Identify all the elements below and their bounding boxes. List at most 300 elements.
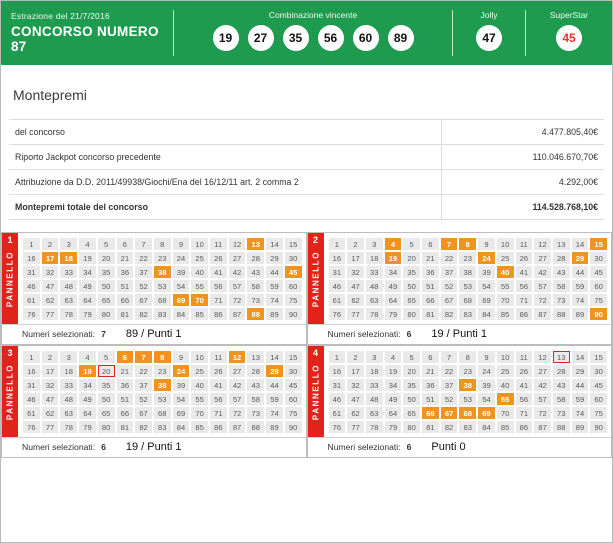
- grid-number[interactable]: 9: [173, 238, 190, 250]
- grid-number[interactable]: 75: [285, 294, 302, 306]
- grid-number[interactable]: 75: [285, 407, 302, 419]
- grid-number[interactable]: 29: [572, 365, 589, 377]
- grid-number[interactable]: 48: [366, 393, 383, 405]
- grid-number[interactable]: 40: [497, 379, 514, 391]
- grid-number[interactable]: 15: [590, 351, 607, 363]
- grid-number[interactable]: 35: [98, 266, 115, 278]
- grid-number[interactable]: 82: [441, 308, 458, 320]
- grid-number[interactable]: 72: [534, 294, 551, 306]
- grid-number[interactable]: 53: [154, 393, 171, 405]
- grid-number[interactable]: 75: [590, 294, 607, 306]
- grid-number[interactable]: 2: [347, 351, 364, 363]
- grid-number[interactable]: 23: [154, 252, 171, 264]
- grid-number[interactable]: 80: [403, 421, 420, 433]
- grid-number[interactable]: 51: [117, 393, 134, 405]
- grid-number[interactable]: 45: [590, 266, 607, 278]
- grid-number[interactable]: 85: [191, 308, 208, 320]
- grid-number[interactable]: 45: [285, 379, 302, 391]
- grid-number[interactable]: 26: [516, 252, 533, 264]
- grid-number[interactable]: 74: [266, 407, 283, 419]
- grid-number[interactable]: 41: [516, 266, 533, 278]
- grid-number[interactable]: 61: [329, 407, 346, 419]
- grid-number[interactable]: 50: [98, 393, 115, 405]
- grid-number[interactable]: 61: [23, 407, 40, 419]
- grid-number[interactable]: 14: [266, 351, 283, 363]
- grid-number[interactable]: 80: [403, 308, 420, 320]
- grid-number[interactable]: 48: [60, 280, 77, 292]
- grid-number[interactable]: 43: [553, 379, 570, 391]
- grid-number[interactable]: 57: [229, 280, 246, 292]
- grid-number[interactable]: 54: [173, 280, 190, 292]
- grid-number[interactable]: 16: [23, 365, 40, 377]
- grid-number[interactable]: 58: [553, 393, 570, 405]
- grid-number[interactable]: 39: [478, 266, 495, 278]
- grid-number[interactable]: 49: [385, 393, 402, 405]
- grid-number[interactable]: 83: [154, 308, 171, 320]
- grid-number[interactable]: 66: [422, 294, 439, 306]
- grid-number[interactable]: 18: [366, 252, 383, 264]
- grid-number[interactable]: 56: [210, 280, 227, 292]
- grid-number-selected[interactable]: 24: [478, 252, 495, 264]
- grid-number[interactable]: 20: [98, 252, 115, 264]
- grid-number[interactable]: 85: [497, 308, 514, 320]
- grid-number[interactable]: 46: [329, 393, 346, 405]
- grid-number[interactable]: 5: [98, 351, 115, 363]
- grid-number[interactable]: 49: [79, 280, 96, 292]
- grid-number[interactable]: 84: [478, 308, 495, 320]
- grid-number[interactable]: 67: [135, 294, 152, 306]
- grid-number[interactable]: 63: [60, 407, 77, 419]
- grid-number[interactable]: 48: [60, 393, 77, 405]
- grid-number[interactable]: 9: [173, 351, 190, 363]
- grid-number[interactable]: 78: [366, 421, 383, 433]
- grid-number[interactable]: 3: [60, 351, 77, 363]
- grid-number[interactable]: 59: [572, 393, 589, 405]
- grid-number-highlighted[interactable]: 13: [553, 351, 570, 363]
- grid-number[interactable]: 24: [173, 252, 190, 264]
- grid-number[interactable]: 8: [459, 351, 476, 363]
- grid-number[interactable]: 29: [266, 252, 283, 264]
- grid-number[interactable]: 22: [135, 365, 152, 377]
- grid-number[interactable]: 65: [403, 407, 420, 419]
- grid-number[interactable]: 21: [422, 252, 439, 264]
- grid-number[interactable]: 62: [347, 407, 364, 419]
- grid-number[interactable]: 53: [459, 393, 476, 405]
- grid-number[interactable]: 18: [366, 365, 383, 377]
- grid-number[interactable]: 81: [422, 421, 439, 433]
- grid-number[interactable]: 36: [117, 379, 134, 391]
- grid-number[interactable]: 81: [117, 308, 134, 320]
- grid-number[interactable]: 90: [285, 421, 302, 433]
- grid-number[interactable]: 51: [422, 393, 439, 405]
- grid-number-selected[interactable]: 68: [459, 407, 476, 419]
- grid-number[interactable]: 23: [459, 365, 476, 377]
- grid-number[interactable]: 23: [459, 252, 476, 264]
- grid-number-selected[interactable]: 29: [266, 365, 283, 377]
- grid-number[interactable]: 55: [191, 280, 208, 292]
- grid-number[interactable]: 84: [173, 308, 190, 320]
- grid-number[interactable]: 1: [329, 238, 346, 250]
- grid-number[interactable]: 51: [422, 280, 439, 292]
- grid-number[interactable]: 17: [42, 365, 59, 377]
- grid-number[interactable]: 83: [154, 421, 171, 433]
- grid-number[interactable]: 3: [366, 351, 383, 363]
- grid-number[interactable]: 88: [553, 308, 570, 320]
- grid-number[interactable]: 56: [516, 393, 533, 405]
- grid-number[interactable]: 25: [497, 252, 514, 264]
- grid-number[interactable]: 4: [79, 351, 96, 363]
- grid-number[interactable]: 52: [135, 393, 152, 405]
- grid-number[interactable]: 46: [329, 280, 346, 292]
- grid-number[interactable]: 62: [347, 294, 364, 306]
- grid-number[interactable]: 40: [191, 379, 208, 391]
- grid-number[interactable]: 58: [553, 280, 570, 292]
- grid-number[interactable]: 89: [266, 421, 283, 433]
- grid-number[interactable]: 3: [60, 238, 77, 250]
- grid-number[interactable]: 78: [60, 308, 77, 320]
- grid-number[interactable]: 61: [23, 294, 40, 306]
- grid-number[interactable]: 73: [247, 294, 264, 306]
- grid-number[interactable]: 71: [210, 407, 227, 419]
- grid-number[interactable]: 59: [266, 393, 283, 405]
- grid-number[interactable]: 14: [572, 238, 589, 250]
- grid-number[interactable]: 74: [572, 294, 589, 306]
- grid-number[interactable]: 9: [478, 351, 495, 363]
- grid-number-selected[interactable]: 45: [285, 266, 302, 278]
- grid-number[interactable]: 37: [441, 266, 458, 278]
- grid-number[interactable]: 20: [403, 365, 420, 377]
- grid-number[interactable]: 68: [154, 407, 171, 419]
- grid-number[interactable]: 79: [385, 421, 402, 433]
- grid-number[interactable]: 69: [173, 407, 190, 419]
- grid-number[interactable]: 84: [173, 421, 190, 433]
- grid-number[interactable]: 60: [285, 393, 302, 405]
- grid-number-selected[interactable]: 13: [247, 238, 264, 250]
- grid-number[interactable]: 90: [285, 308, 302, 320]
- grid-number[interactable]: 37: [135, 379, 152, 391]
- grid-number[interactable]: 77: [42, 308, 59, 320]
- grid-number[interactable]: 22: [135, 252, 152, 264]
- grid-number-selected[interactable]: 12: [229, 351, 246, 363]
- grid-number[interactable]: 62: [42, 294, 59, 306]
- grid-number[interactable]: 26: [516, 365, 533, 377]
- grid-number[interactable]: 36: [422, 266, 439, 278]
- grid-number[interactable]: 87: [534, 421, 551, 433]
- grid-number-selected[interactable]: 29: [572, 252, 589, 264]
- grid-number[interactable]: 40: [191, 266, 208, 278]
- grid-number[interactable]: 52: [441, 280, 458, 292]
- grid-number[interactable]: 70: [497, 407, 514, 419]
- grid-number[interactable]: 23: [154, 365, 171, 377]
- grid-number[interactable]: 11: [210, 238, 227, 250]
- grid-number[interactable]: 12: [534, 238, 551, 250]
- grid-number[interactable]: 54: [173, 393, 190, 405]
- grid-number[interactable]: 44: [266, 379, 283, 391]
- grid-number[interactable]: 82: [135, 421, 152, 433]
- grid-number[interactable]: 21: [422, 365, 439, 377]
- grid-number[interactable]: 47: [347, 393, 364, 405]
- grid-number[interactable]: 76: [329, 308, 346, 320]
- grid-number[interactable]: 89: [572, 421, 589, 433]
- grid-number-selected[interactable]: 17: [42, 252, 59, 264]
- grid-number[interactable]: 33: [60, 266, 77, 278]
- grid-number[interactable]: 20: [403, 252, 420, 264]
- grid-number[interactable]: 64: [79, 294, 96, 306]
- grid-number-selected[interactable]: 8: [459, 238, 476, 250]
- grid-number[interactable]: 55: [497, 280, 514, 292]
- grid-number[interactable]: 60: [590, 280, 607, 292]
- grid-number[interactable]: 76: [329, 421, 346, 433]
- grid-number[interactable]: 87: [229, 308, 246, 320]
- grid-number-selected[interactable]: 15: [590, 238, 607, 250]
- grid-number[interactable]: 11: [210, 351, 227, 363]
- grid-number[interactable]: 62: [42, 407, 59, 419]
- grid-number[interactable]: 36: [422, 379, 439, 391]
- grid-number[interactable]: 17: [347, 252, 364, 264]
- grid-number[interactable]: 5: [98, 238, 115, 250]
- grid-number[interactable]: 83: [459, 308, 476, 320]
- grid-number[interactable]: 50: [98, 280, 115, 292]
- grid-number[interactable]: 5: [403, 238, 420, 250]
- grid-number[interactable]: 57: [534, 393, 551, 405]
- grid-number[interactable]: 6: [117, 238, 134, 250]
- grid-number-selected[interactable]: 90: [590, 308, 607, 320]
- grid-number[interactable]: 85: [497, 421, 514, 433]
- grid-number[interactable]: 44: [572, 379, 589, 391]
- grid-number[interactable]: 60: [285, 280, 302, 292]
- grid-number[interactable]: 7: [135, 238, 152, 250]
- grid-number[interactable]: 16: [23, 252, 40, 264]
- grid-number[interactable]: 56: [516, 280, 533, 292]
- grid-number[interactable]: 74: [572, 407, 589, 419]
- grid-number[interactable]: 13: [553, 238, 570, 250]
- grid-number[interactable]: 24: [478, 365, 495, 377]
- grid-number[interactable]: 16: [329, 252, 346, 264]
- grid-number[interactable]: 10: [497, 238, 514, 250]
- grid-number[interactable]: 18: [60, 365, 77, 377]
- grid-number[interactable]: 32: [42, 266, 59, 278]
- grid-number[interactable]: 33: [366, 266, 383, 278]
- grid-number[interactable]: 59: [572, 280, 589, 292]
- grid-number[interactable]: 21: [117, 252, 134, 264]
- grid-number[interactable]: 58: [247, 393, 264, 405]
- grid-number[interactable]: 35: [403, 379, 420, 391]
- grid-number-selected[interactable]: 38: [154, 379, 171, 391]
- grid-number[interactable]: 31: [329, 266, 346, 278]
- grid-number[interactable]: 39: [173, 379, 190, 391]
- grid-number[interactable]: 21: [117, 365, 134, 377]
- grid-number[interactable]: 32: [347, 266, 364, 278]
- grid-number[interactable]: 60: [590, 393, 607, 405]
- grid-number[interactable]: 70: [191, 407, 208, 419]
- grid-number[interactable]: 82: [441, 421, 458, 433]
- grid-number[interactable]: 42: [534, 379, 551, 391]
- grid-number[interactable]: 67: [441, 294, 458, 306]
- grid-number-selected[interactable]: 19: [385, 252, 402, 264]
- grid-number[interactable]: 13: [247, 351, 264, 363]
- grid-number[interactable]: 61: [329, 294, 346, 306]
- grid-number[interactable]: 34: [385, 266, 402, 278]
- grid-number[interactable]: 1: [329, 351, 346, 363]
- grid-number[interactable]: 5: [403, 351, 420, 363]
- grid-number[interactable]: 73: [553, 294, 570, 306]
- grid-number[interactable]: 47: [42, 280, 59, 292]
- grid-number[interactable]: 10: [191, 351, 208, 363]
- grid-number[interactable]: 34: [79, 379, 96, 391]
- grid-number[interactable]: 65: [98, 407, 115, 419]
- grid-number[interactable]: 84: [478, 421, 495, 433]
- grid-number[interactable]: 36: [117, 266, 134, 278]
- grid-number[interactable]: 39: [478, 379, 495, 391]
- grid-number[interactable]: 64: [385, 407, 402, 419]
- grid-number[interactable]: 11: [516, 351, 533, 363]
- grid-number[interactable]: 55: [191, 393, 208, 405]
- grid-number-selected[interactable]: 7: [135, 351, 152, 363]
- grid-number[interactable]: 43: [247, 379, 264, 391]
- grid-number[interactable]: 79: [79, 421, 96, 433]
- grid-number[interactable]: 22: [441, 365, 458, 377]
- grid-number[interactable]: 57: [534, 280, 551, 292]
- grid-number[interactable]: 39: [173, 266, 190, 278]
- grid-number[interactable]: 69: [478, 294, 495, 306]
- grid-number[interactable]: 80: [98, 308, 115, 320]
- grid-number[interactable]: 17: [347, 365, 364, 377]
- grid-number[interactable]: 52: [441, 393, 458, 405]
- grid-number[interactable]: 77: [42, 421, 59, 433]
- grid-number-selected[interactable]: 69: [478, 407, 495, 419]
- grid-number[interactable]: 86: [516, 308, 533, 320]
- grid-number[interactable]: 14: [266, 238, 283, 250]
- grid-number[interactable]: 67: [135, 407, 152, 419]
- grid-number-highlighted[interactable]: 20: [98, 365, 115, 377]
- grid-number[interactable]: 19: [385, 365, 402, 377]
- grid-number[interactable]: 50: [403, 393, 420, 405]
- grid-number[interactable]: 86: [516, 421, 533, 433]
- grid-number[interactable]: 6: [422, 351, 439, 363]
- grid-number[interactable]: 22: [441, 252, 458, 264]
- grid-number[interactable]: 33: [366, 379, 383, 391]
- grid-number[interactable]: 50: [403, 280, 420, 292]
- grid-number[interactable]: 81: [422, 308, 439, 320]
- grid-number[interactable]: 68: [154, 294, 171, 306]
- grid-number[interactable]: 43: [553, 266, 570, 278]
- grid-number[interactable]: 48: [366, 280, 383, 292]
- grid-number-selected[interactable]: 6: [117, 351, 134, 363]
- grid-number[interactable]: 73: [553, 407, 570, 419]
- grid-number-selected[interactable]: 19: [79, 365, 96, 377]
- grid-number[interactable]: 35: [403, 266, 420, 278]
- grid-number-selected[interactable]: 18: [60, 252, 77, 264]
- grid-number[interactable]: 83: [459, 421, 476, 433]
- grid-number[interactable]: 19: [79, 252, 96, 264]
- grid-number[interactable]: 14: [572, 351, 589, 363]
- grid-number[interactable]: 44: [572, 266, 589, 278]
- grid-number[interactable]: 10: [191, 238, 208, 250]
- grid-number[interactable]: 53: [459, 280, 476, 292]
- grid-number[interactable]: 75: [590, 407, 607, 419]
- grid-number[interactable]: 8: [154, 238, 171, 250]
- grid-number[interactable]: 34: [385, 379, 402, 391]
- grid-number[interactable]: 4: [385, 351, 402, 363]
- grid-number[interactable]: 44: [266, 266, 283, 278]
- grid-number[interactable]: 49: [385, 280, 402, 292]
- grid-number[interactable]: 32: [347, 379, 364, 391]
- grid-number[interactable]: 64: [385, 294, 402, 306]
- grid-number[interactable]: 6: [422, 238, 439, 250]
- grid-number[interactable]: 32: [42, 379, 59, 391]
- grid-number[interactable]: 74: [266, 294, 283, 306]
- grid-number[interactable]: 64: [79, 407, 96, 419]
- grid-number[interactable]: 7: [441, 351, 458, 363]
- grid-number[interactable]: 31: [329, 379, 346, 391]
- grid-number[interactable]: 88: [247, 421, 264, 433]
- grid-number-selected[interactable]: 40: [497, 266, 514, 278]
- grid-number[interactable]: 70: [497, 294, 514, 306]
- grid-number[interactable]: 1: [23, 351, 40, 363]
- grid-number[interactable]: 66: [117, 294, 134, 306]
- grid-number[interactable]: 43: [247, 266, 264, 278]
- grid-number[interactable]: 15: [285, 238, 302, 250]
- grid-number[interactable]: 76: [23, 421, 40, 433]
- grid-number-selected[interactable]: 38: [154, 266, 171, 278]
- grid-number[interactable]: 28: [247, 252, 264, 264]
- grid-number[interactable]: 47: [347, 280, 364, 292]
- grid-number[interactable]: 80: [98, 421, 115, 433]
- grid-number[interactable]: 30: [590, 252, 607, 264]
- grid-number[interactable]: 16: [329, 365, 346, 377]
- grid-number[interactable]: 65: [403, 294, 420, 306]
- grid-number[interactable]: 77: [347, 421, 364, 433]
- grid-number[interactable]: 72: [229, 407, 246, 419]
- grid-number-selected[interactable]: 70: [191, 294, 208, 306]
- grid-number[interactable]: 87: [534, 308, 551, 320]
- grid-number[interactable]: 81: [117, 421, 134, 433]
- grid-number[interactable]: 26: [210, 252, 227, 264]
- grid-number[interactable]: 66: [117, 407, 134, 419]
- grid-number[interactable]: 77: [347, 308, 364, 320]
- grid-number[interactable]: 59: [266, 280, 283, 292]
- grid-number[interactable]: 63: [366, 294, 383, 306]
- grid-number-selected[interactable]: 69: [173, 294, 190, 306]
- grid-number[interactable]: 4: [79, 238, 96, 250]
- grid-number[interactable]: 15: [285, 351, 302, 363]
- grid-number[interactable]: 30: [590, 365, 607, 377]
- grid-number[interactable]: 49: [79, 393, 96, 405]
- grid-number[interactable]: 79: [385, 308, 402, 320]
- grid-number[interactable]: 28: [247, 365, 264, 377]
- grid-number[interactable]: 34: [79, 266, 96, 278]
- grid-number[interactable]: 71: [516, 294, 533, 306]
- grid-number[interactable]: 79: [79, 308, 96, 320]
- grid-number[interactable]: 27: [534, 365, 551, 377]
- grid-number[interactable]: 82: [135, 308, 152, 320]
- grid-number[interactable]: 58: [247, 280, 264, 292]
- grid-number[interactable]: 89: [266, 308, 283, 320]
- grid-number[interactable]: 25: [191, 365, 208, 377]
- grid-number[interactable]: 63: [366, 407, 383, 419]
- grid-number-selected[interactable]: 7: [441, 238, 458, 250]
- grid-number[interactable]: 26: [210, 365, 227, 377]
- grid-number[interactable]: 25: [191, 252, 208, 264]
- grid-number[interactable]: 25: [497, 365, 514, 377]
- grid-number[interactable]: 51: [117, 280, 134, 292]
- grid-number[interactable]: 12: [534, 351, 551, 363]
- grid-number[interactable]: 27: [534, 252, 551, 264]
- grid-number[interactable]: 42: [534, 266, 551, 278]
- grid-number[interactable]: 71: [210, 294, 227, 306]
- grid-number[interactable]: 9: [478, 238, 495, 250]
- grid-number[interactable]: 41: [516, 379, 533, 391]
